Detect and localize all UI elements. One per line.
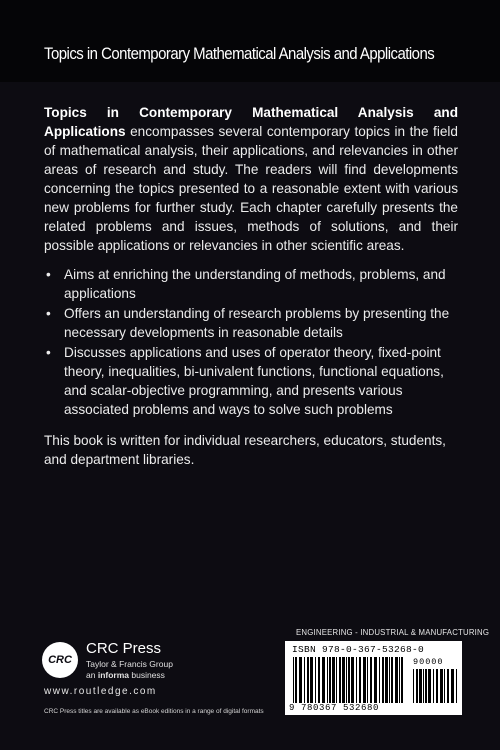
addon-barcode-icon bbox=[413, 669, 457, 711]
bullet-icon: • bbox=[46, 267, 51, 282]
subject-category: ENGINEERING - INDUSTRIAL & MANUFACTURING bbox=[296, 628, 490, 637]
ean-number: 9 780367 532680 bbox=[289, 703, 380, 713]
description-body: encompasses several contemporary topics in the field of mathematical analysis, their applications, and relevancies in other areas of research and study. The readers will find developments concerning the topics presented to a reasonable extent with various new problems for further study. Each chapter carefully presents the related problems and issues, methods of solutions, and their possible applications or relevancies in other scientific areas. bbox=[44, 124, 458, 253]
publisher-group: Taylor & Francis Group bbox=[86, 659, 173, 669]
list-item bbox=[44, 304, 458, 342]
bullet-icon: • bbox=[46, 345, 51, 360]
ean-barcode-icon bbox=[293, 657, 405, 703]
publisher-logo bbox=[42, 642, 262, 682]
feature-list bbox=[44, 265, 458, 419]
description-paragraph bbox=[44, 103, 458, 255]
publisher-name: CRC Press bbox=[86, 640, 162, 657]
header-band bbox=[0, 0, 500, 82]
list-item bbox=[44, 265, 458, 303]
isbn-label: ISBN 978-0-367-53268-0 bbox=[292, 644, 425, 655]
list-item-text: Offers an understanding of research problems by presenting the necessary developments in reasonable details bbox=[64, 306, 450, 340]
closing-paragraph: This book is written for individual researchers, educators, students, and department libraries. bbox=[44, 433, 446, 467]
list-item bbox=[44, 343, 458, 419]
publisher-website[interactable]: www.routledge.com bbox=[44, 686, 157, 697]
book-title: Topics in Contemporary Mathematical Analysis and Applications bbox=[44, 44, 435, 63]
business-brand: informa bbox=[97, 670, 129, 680]
publisher-business bbox=[86, 670, 165, 680]
list-item-text: Aims at enriching the understanding of methods, problems, and applications bbox=[64, 267, 446, 301]
list-item-text: Discusses applications and uses of operator theory, fixed-point theory, inequalities, bi-univalent functions, functional equations, and scalar-objective programming, and presents various associated problems and ways to solve such problems bbox=[64, 345, 444, 417]
isbn-barcode bbox=[285, 641, 462, 715]
back-cover-text bbox=[44, 103, 458, 469]
business-prefix: an bbox=[86, 670, 98, 680]
addon-number: 90000 bbox=[413, 657, 444, 667]
ebook-note: CRC Press titles are available as eBook editions in a range of digital formats bbox=[44, 708, 264, 715]
bullet-icon: • bbox=[46, 306, 51, 321]
description-lead: Topics in Contemporary Mathematical Analysis and Applications bbox=[44, 105, 458, 139]
business-suffix: business bbox=[129, 670, 165, 680]
crc-logo-icon: CRC bbox=[42, 642, 78, 678]
